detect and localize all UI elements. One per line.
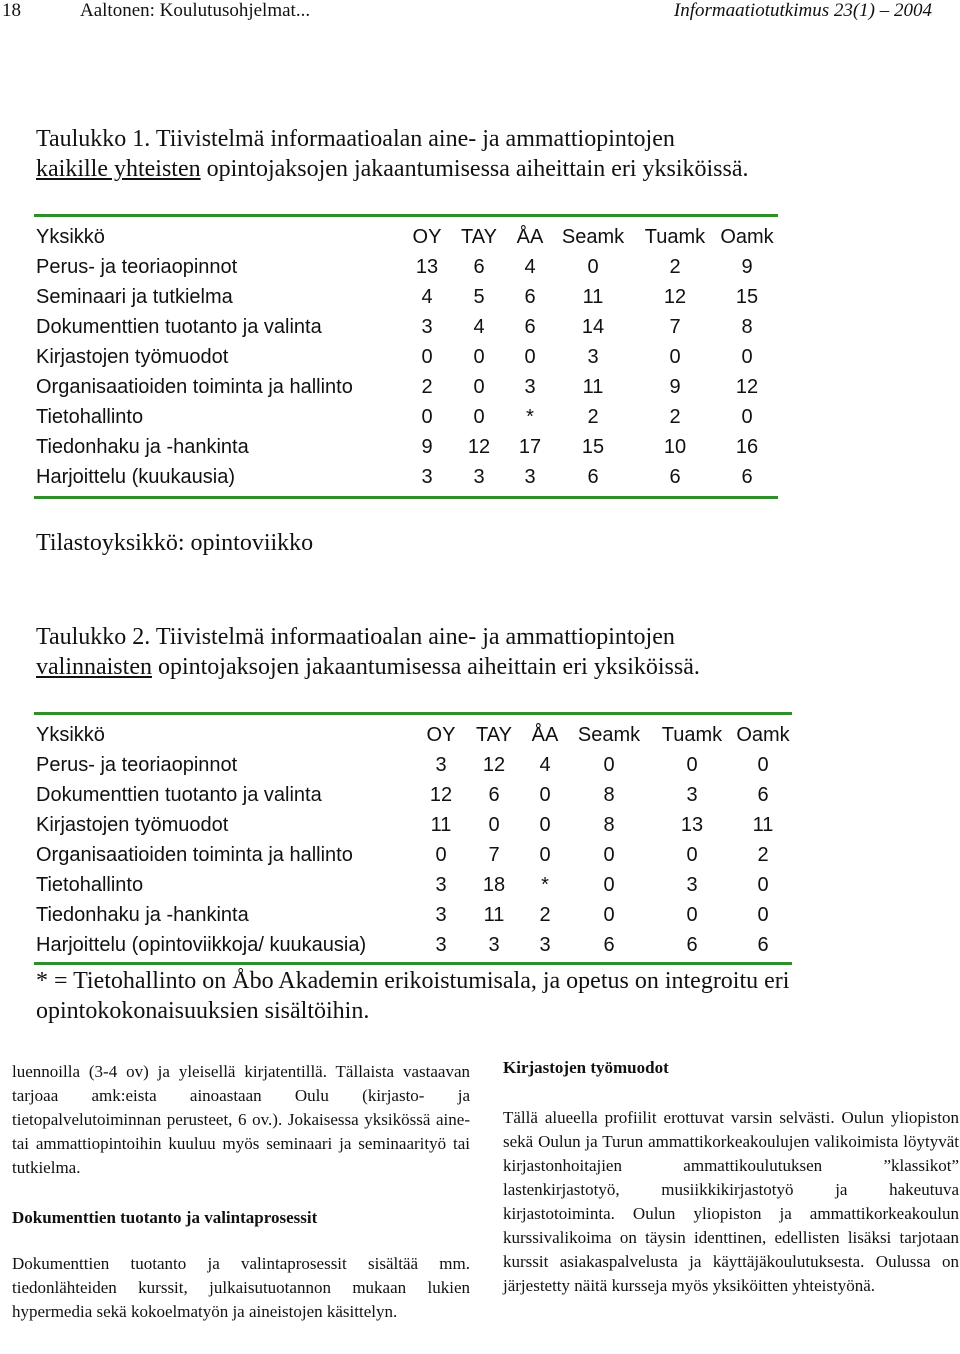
table-cell: 6 bbox=[524, 285, 536, 308]
table-row bbox=[36, 750, 792, 780]
table-cell: 0 bbox=[686, 843, 698, 866]
table-cell: 3 bbox=[524, 465, 536, 488]
table-cell: 3 bbox=[435, 933, 447, 956]
row-label: Tietohallinto bbox=[36, 873, 144, 896]
table-cell: 11 bbox=[430, 813, 452, 836]
table-cell: 12 bbox=[429, 783, 453, 806]
table2-footnote: * = Tietohallinto on Åbo Akademin erikoistumisala, ja opetus on integroitu eri opintokokonaisuuksien sisältöihin. bbox=[36, 968, 790, 1024]
table1-header-row bbox=[36, 222, 776, 252]
table-cell: 6 bbox=[757, 933, 769, 956]
table-cell: 11 bbox=[483, 903, 505, 926]
table-cell: 8 bbox=[603, 783, 615, 806]
table-cell: 0 bbox=[524, 345, 536, 368]
table-cell: 6 bbox=[587, 465, 599, 488]
table1-caption-underlined: kaikille yhteisten bbox=[36, 156, 201, 182]
table-cell: 3 bbox=[524, 375, 536, 398]
table-cell: 0 bbox=[757, 873, 769, 896]
table1-unit-note: Tilastoyksikkö: opintoviikko bbox=[36, 530, 314, 556]
table-cell: 2 bbox=[669, 405, 681, 428]
table-row bbox=[36, 402, 776, 432]
table-cell: 8 bbox=[603, 813, 615, 836]
table-cell: 0 bbox=[421, 345, 433, 368]
table-cell: 0 bbox=[686, 753, 698, 776]
table1-caption bbox=[36, 124, 916, 184]
table-cell: 9 bbox=[741, 255, 753, 278]
row-label: Harjoittelu (kuukausia) bbox=[36, 465, 235, 488]
table-cell: 5 bbox=[473, 285, 485, 308]
table-row bbox=[36, 312, 776, 342]
table-row bbox=[36, 372, 776, 402]
row-label: Tietohallinto bbox=[36, 405, 144, 428]
table-cell: 0 bbox=[421, 405, 433, 428]
table-cell: 3 bbox=[421, 315, 433, 338]
column-header: OY bbox=[426, 723, 456, 746]
table-cell: 4 bbox=[524, 255, 536, 278]
table-cell: 4 bbox=[421, 285, 433, 308]
table-cell: 0 bbox=[686, 903, 698, 926]
table-cell: 0 bbox=[669, 345, 681, 368]
table-cell: 2 bbox=[587, 405, 599, 428]
table-cell: 3 bbox=[435, 753, 447, 776]
table-cell: 2 bbox=[757, 843, 769, 866]
table-cell: 2 bbox=[421, 375, 433, 398]
table-cell: 0 bbox=[435, 843, 447, 866]
table2-bottom-rule bbox=[34, 962, 792, 965]
column-header: ÅA bbox=[516, 225, 544, 248]
table-cell: 0 bbox=[587, 255, 599, 278]
table-cell: 3 bbox=[686, 873, 698, 896]
table-cell: * bbox=[541, 873, 549, 896]
table-cell: 18 bbox=[482, 873, 506, 896]
row-label: Harjoittelu (opintoviikkoja/ kuukausia) bbox=[36, 933, 367, 956]
table-cell: 17 bbox=[518, 435, 542, 458]
table-cell: 16 bbox=[735, 435, 759, 458]
right-paragraph-1: Tällä alueella profiilit erottuvat varsin selvästi. Oulun yliopiston sekä Oulun ja Turun ammattikorkeakoulujen valikoimista löytyvät kirjastonhoitajien ammattikoulutuksen ”klassikot” lastenkirjastotyö, musiikkikirjastotyö ja hakeutuva kirjastotoiminta. Oulun yliopiston ja ammattikorkeakoulun kurssivalikoima on täysin identtinen, edellisten lisäksi tarjotaan kurssit asiakaspalvelusta ja käyttäjäkoulutuksesta. Oulussa on järjestetty näitä kursseja myös yksiköitten yhteistyönä. bbox=[503, 1108, 959, 1295]
table-cell: 3 bbox=[421, 465, 433, 488]
left-column bbox=[12, 1060, 470, 1324]
table2-caption bbox=[36, 622, 916, 682]
journal-reference: Informaatiotutkimus 23(1) – 2004 bbox=[673, 0, 932, 21]
table-row bbox=[36, 780, 792, 810]
column-header: Seamk bbox=[561, 225, 625, 248]
table-cell: 3 bbox=[473, 465, 485, 488]
table-cell: 0 bbox=[603, 873, 615, 896]
table-cell: 7 bbox=[669, 315, 681, 338]
table1-caption-line2 bbox=[36, 154, 916, 184]
table-cell: 6 bbox=[757, 783, 769, 806]
column-header: TAY bbox=[461, 225, 497, 248]
running-author: Aaltonen: Koulutusohjelmat... bbox=[80, 0, 311, 21]
row-label: Dokumenttien tuotanto ja valinta bbox=[36, 783, 322, 806]
table-row bbox=[36, 432, 776, 462]
table-cell: 0 bbox=[473, 405, 485, 428]
table-cell: 9 bbox=[421, 435, 433, 458]
row-label: Organisaatioiden toiminta ja hallinto bbox=[36, 843, 353, 866]
table-row bbox=[36, 930, 792, 960]
table-cell: 3 bbox=[435, 903, 447, 926]
table-cell: 4 bbox=[539, 753, 551, 776]
table-cell: 0 bbox=[539, 783, 551, 806]
row-label: Kirjastojen työmuodot bbox=[36, 345, 229, 368]
table-row bbox=[36, 462, 776, 492]
column-header: ÅA bbox=[531, 723, 559, 746]
table-row bbox=[36, 342, 776, 372]
row-label: Dokumenttien tuotanto ja valinta bbox=[36, 315, 322, 338]
table2-caption-rest: opintojaksojen jakaantumisessa aiheittain eri yksiköissä. bbox=[151, 654, 700, 680]
left-paragraph-2: Dokumenttien tuotanto ja valintaprosessit sisältää mm. tiedonlähteiden kurssit, julkaisutuotannon mukaan lukien hypermedia sekä kokoelmatyön ja aineistojen käsittelyn. bbox=[12, 1254, 470, 1321]
row-label: Seminaari ja tutkielma bbox=[36, 285, 233, 308]
column-header: Seamk bbox=[577, 723, 641, 746]
table-cell: 0 bbox=[603, 753, 615, 776]
table-cell: 11 bbox=[582, 285, 604, 308]
table-cell: 6 bbox=[686, 933, 698, 956]
table-cell: 6 bbox=[603, 933, 615, 956]
table-cell: 0 bbox=[603, 903, 615, 926]
table-cell: 6 bbox=[473, 255, 485, 278]
table-cell: 12 bbox=[663, 285, 687, 308]
table-row bbox=[36, 252, 776, 282]
table-cell: 4 bbox=[473, 315, 485, 338]
left-paragraph-1: luennoilla (3-4 ov) ja yleisellä kirjatentillä. Tällaista vastaavan tarjoaa amk:eista ainoastaan Oulu (kirjasto- ja tietopalvelutoiminnan perusteet, 6 ov.). Jokaisessa yksikössä aine- tai ammattiopintoihin kuuluu myös seminaari ja seminaarityö tai tutkielma. bbox=[12, 1062, 470, 1177]
table-cell: 13 bbox=[680, 813, 704, 836]
row-label: Tiedonhaku ja -hankinta bbox=[36, 435, 249, 458]
table-cell: 12 bbox=[482, 753, 506, 776]
table-cell: * bbox=[526, 405, 534, 428]
table2-header-row bbox=[36, 720, 792, 750]
table-cell: 13 bbox=[415, 255, 439, 278]
right-section-heading: Kirjastojen työmuodot bbox=[503, 1058, 669, 1077]
table-row bbox=[36, 282, 776, 312]
column-header: TAY bbox=[476, 723, 512, 746]
column-header: Tuamk bbox=[644, 225, 706, 248]
table-cell: 0 bbox=[488, 813, 500, 836]
table-row bbox=[36, 900, 792, 930]
table2 bbox=[36, 720, 792, 960]
table-cell: 2 bbox=[669, 255, 681, 278]
left-section-heading: Dokumenttien tuotanto ja valintaprosessit bbox=[12, 1208, 318, 1227]
table-row bbox=[36, 870, 792, 900]
table-cell: 10 bbox=[663, 435, 687, 458]
table-cell: 0 bbox=[603, 843, 615, 866]
column-header-unit: Yksikkö bbox=[36, 225, 105, 248]
table-cell: 14 bbox=[581, 315, 605, 338]
table-cell: 3 bbox=[488, 933, 500, 956]
table-cell: 0 bbox=[539, 813, 551, 836]
table-cell: 15 bbox=[581, 435, 605, 458]
table-cell: 9 bbox=[669, 375, 681, 398]
table1-bottom-rule bbox=[34, 496, 778, 499]
table-cell: 8 bbox=[741, 315, 753, 338]
table-cell: 0 bbox=[741, 345, 753, 368]
table-cell: 0 bbox=[539, 843, 551, 866]
table1-caption-line1: Taulukko 1. Tiivistelmä informaatioalan aine- ja ammattiopintojen bbox=[36, 126, 675, 152]
table-cell: 7 bbox=[488, 843, 500, 866]
table-cell: 0 bbox=[757, 753, 769, 776]
column-header: OY bbox=[412, 225, 442, 248]
table-cell: 6 bbox=[488, 783, 500, 806]
table-cell: 3 bbox=[686, 783, 698, 806]
table2-body bbox=[36, 750, 792, 960]
table1 bbox=[36, 222, 776, 492]
column-header: Tuamk bbox=[661, 723, 723, 746]
row-label: Tiedonhaku ja -hankinta bbox=[36, 903, 249, 926]
table2-caption-underlined: valinnaisten bbox=[36, 654, 152, 680]
table-cell: 2 bbox=[539, 903, 551, 926]
running-header bbox=[0, 0, 960, 22]
table-cell: 3 bbox=[539, 933, 551, 956]
table-cell: 12 bbox=[467, 435, 491, 458]
table-cell: 11 bbox=[752, 813, 774, 836]
table2-caption-line2 bbox=[36, 652, 916, 682]
table-cell: 6 bbox=[669, 465, 681, 488]
table-row bbox=[36, 840, 792, 870]
table-cell: 6 bbox=[741, 465, 753, 488]
page-number: 18 bbox=[2, 0, 21, 21]
right-column bbox=[503, 1056, 959, 1298]
table-cell: 6 bbox=[524, 315, 536, 338]
table-cell: 0 bbox=[473, 375, 485, 398]
column-header: Oamk bbox=[720, 225, 774, 248]
table-cell: 12 bbox=[735, 375, 759, 398]
table-cell: 0 bbox=[757, 903, 769, 926]
column-header-unit: Yksikkö bbox=[36, 723, 105, 746]
table-cell: 3 bbox=[435, 873, 447, 896]
column-header: Oamk bbox=[736, 723, 790, 746]
table-cell: 15 bbox=[735, 285, 759, 308]
table2-caption-line1: Taulukko 2. Tiivistelmä informaatioalan aine- ja ammattiopintojen bbox=[36, 624, 675, 650]
row-label: Perus- ja teoriaopinnot bbox=[36, 753, 238, 776]
table1-body bbox=[36, 252, 776, 492]
table1-caption-rest: opintojaksojen jakaantumisessa aiheittain eri yksiköissä. bbox=[200, 156, 749, 182]
table2-top-rule bbox=[34, 712, 792, 715]
row-label: Kirjastojen työmuodot bbox=[36, 813, 229, 836]
table-cell: 11 bbox=[582, 375, 604, 398]
table-cell: 0 bbox=[741, 405, 753, 428]
table-cell: 3 bbox=[587, 345, 599, 368]
row-label: Organisaatioiden toiminta ja hallinto bbox=[36, 375, 353, 398]
table1-top-rule bbox=[34, 214, 778, 217]
row-label: Perus- ja teoriaopinnot bbox=[36, 255, 238, 278]
table-cell: 0 bbox=[473, 345, 485, 368]
table-row bbox=[36, 810, 792, 840]
